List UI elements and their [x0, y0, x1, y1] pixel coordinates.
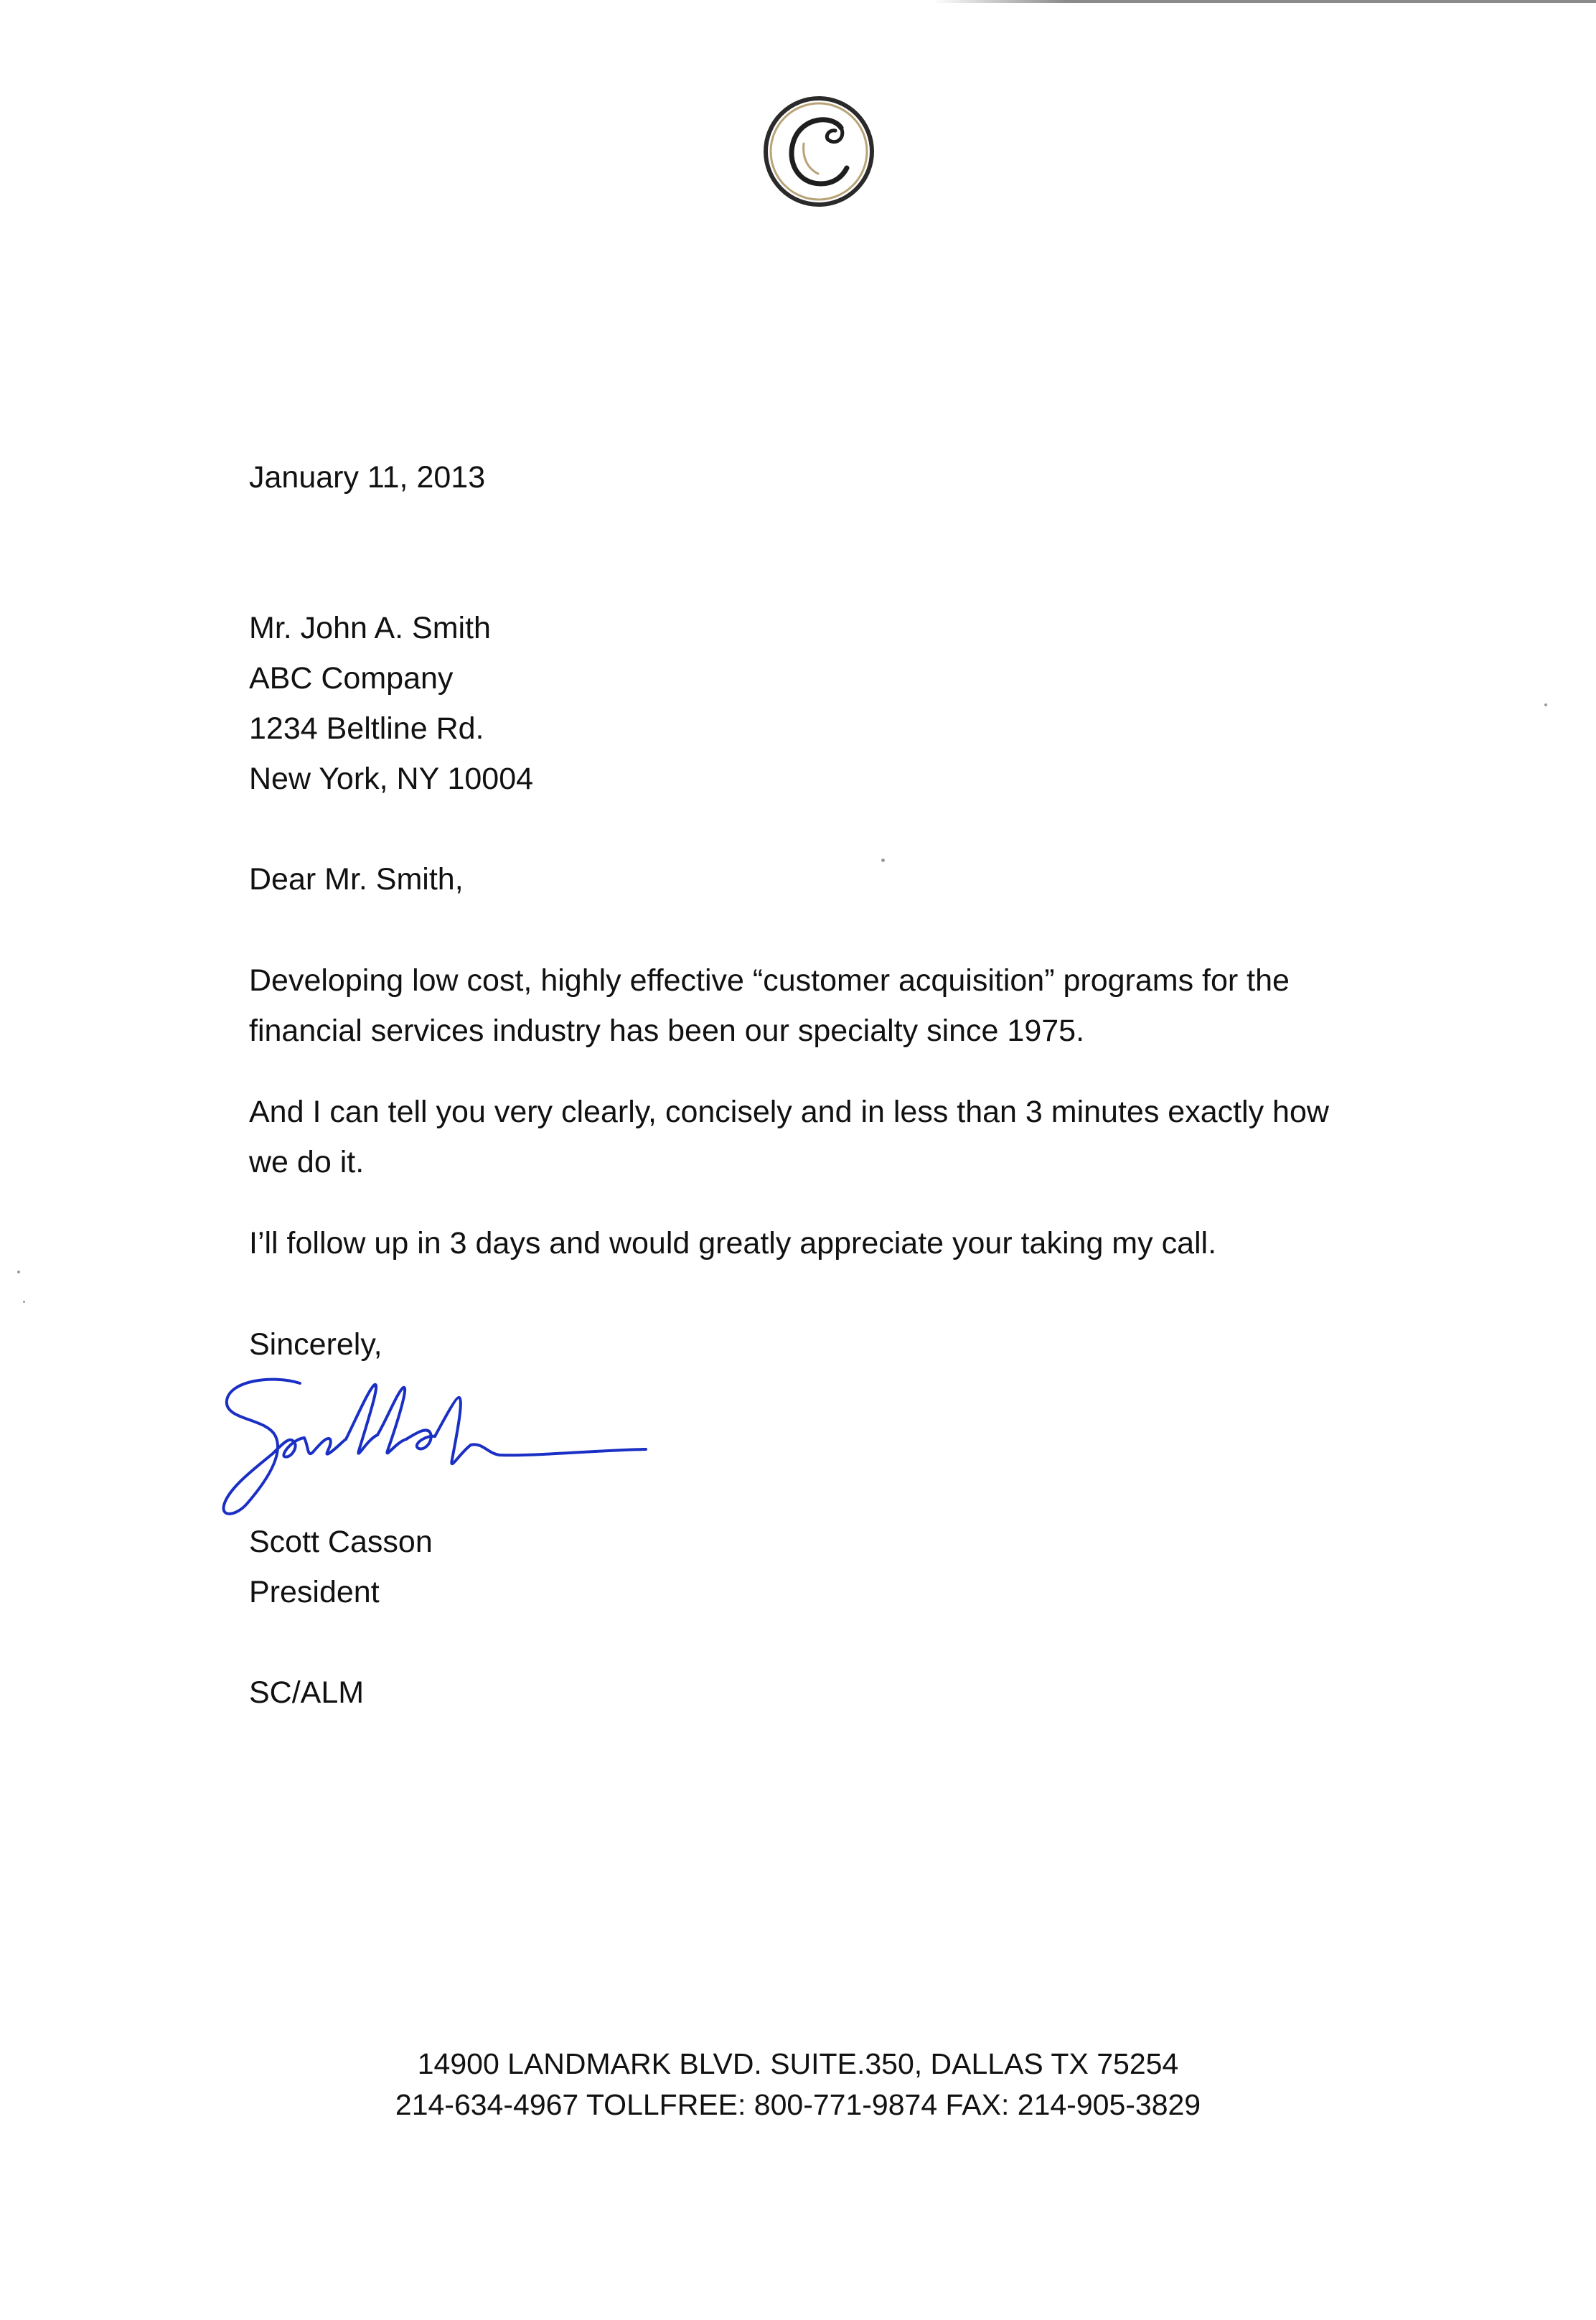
body-paragraph-1: Developing low cost, highly effective “customer acquisition” programs for the financial services industry has been our specialty since 1975.	[249, 963, 1290, 1048]
scan-speck	[17, 1271, 20, 1273]
scan-speck	[23, 1301, 25, 1303]
recipient-city-state-zip: New York, NY 10004	[249, 762, 534, 796]
signer-title: President	[249, 1575, 380, 1609]
scan-edge-line	[933, 0, 1596, 3]
scan-speck	[1544, 703, 1547, 706]
recipient-company: ABC Company	[249, 661, 454, 696]
recipient-street: 1234 Beltline Rd.	[249, 711, 484, 746]
monogram-c-circle-icon	[761, 93, 877, 210]
salutation: Dear Mr. Smith,	[249, 862, 464, 897]
recipient-name: Mr. John A. Smith	[249, 611, 491, 645]
body-paragraph-3: I’ll follow up in 3 days and would greatly appreciate your taking my call.	[249, 1226, 1217, 1260]
scan-speck	[881, 859, 885, 862]
body-paragraph-2: And I can tell you very clearly, concisely and in less than 3 minutes exactly how we do it.	[249, 1095, 1329, 1179]
footer-address: 14900 LANDMARK BLVD. SUITE.350, DALLAS TX 75254	[417, 2047, 1179, 2080]
signer-name: Scott Casson	[249, 1525, 433, 1559]
handwritten-signature-icon	[215, 1367, 653, 1533]
closing: Sincerely,	[249, 1327, 382, 1362]
letter-date: January 11, 2013	[249, 460, 486, 495]
reference-initials: SC/ALM	[249, 1675, 365, 1710]
footer-contact: 214-634-4967 TOLLFREE: 800-771-9874 FAX: 214-905-3829	[395, 2088, 1201, 2121]
